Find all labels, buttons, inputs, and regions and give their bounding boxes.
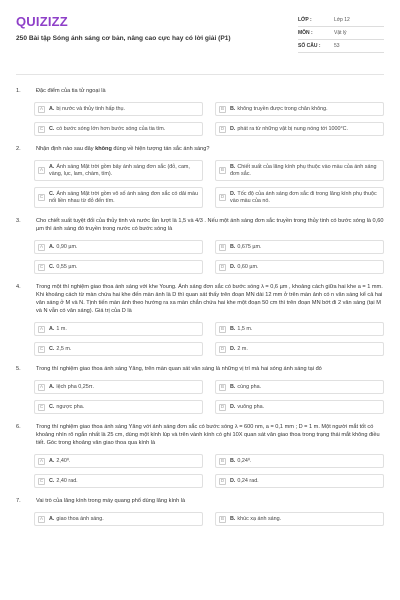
meta-value: 53 [334, 43, 340, 49]
option-d[interactable] [215, 400, 384, 414]
option-a[interactable] [34, 160, 203, 181]
question-text: Cho chiết suất tuyệt đối của thủy tinh và nước lần lượt là 1,5 và 4/3 . Nếu một ánh sáng đơn sắc truyền trong thủy tinh có bước sóng là 0,60 µm thì ánh sáng đó truyền trong nước có bước sóng là [36, 218, 384, 232]
question-number: 7. [16, 498, 21, 504]
question-text: Trong một thí nghiệm giao thoa ánh sáng với khe Young. Ánh sáng đơn sắc có bước sóng λ = 0,6 µm , khoảng cách giữa hai khe a = 1 mm. Khi khoảng cách từ màn chứa hai khe đến màn ảnh là D thì quan sát thấy trên đoạn MN dài 12 mm ở trên màn ảnh có n vân sáng kể cả hai vân sáng ở M và N. Tịnh tiến màn ảnh theo hướng ra xa màn chắn chứa hai khe một đoạn 50 cm thì trên đoạn MN bớt đi 2 vân sáng (tại M và N vẫn có vân sáng). Giá trị của D là [36, 284, 383, 314]
option-b[interactable] [215, 454, 384, 468]
option-text: Ánh sáng Mặt trời gồm vô số ánh sáng đơn sắc có dải màu nối liền nhau từ đỏ đến tím. [49, 190, 199, 204]
question-number: 1. [16, 88, 21, 94]
question-1 [16, 87, 384, 136]
option-b[interactable] [215, 102, 384, 116]
option-text: 0,24⁰. [237, 457, 252, 464]
meta-row-class [298, 14, 384, 27]
option-key: B [220, 243, 224, 249]
title-block [16, 10, 231, 42]
option-text: không truyền được trong chân không. [237, 105, 328, 112]
option-key: D [220, 194, 225, 200]
meta-label: SỐ CÂU : [298, 43, 321, 49]
option-b[interactable] [215, 512, 384, 526]
question-7 [16, 497, 384, 526]
option-key: A [39, 167, 43, 173]
option-key: B [220, 383, 224, 389]
option-key: C [39, 194, 44, 200]
question-list [16, 87, 384, 526]
option-letter: A. [49, 383, 55, 390]
option-text: 0,24 rad. [237, 477, 259, 484]
option-letter: C. [49, 263, 55, 270]
option-a[interactable] [34, 240, 203, 254]
option-c[interactable] [34, 187, 203, 208]
option-text: Tốc độ của ánh sáng đơn sắc đi trong lăng kính phụ thuộc vào màu của nó. [230, 190, 377, 204]
option-text: cùng pha. [237, 383, 262, 390]
option-text: phát ra từ những vật bị nung nóng tới 1000°C. [237, 125, 349, 132]
option-key: C [39, 125, 44, 131]
meta-label: LỚP : [298, 17, 312, 23]
option-d[interactable] [215, 342, 384, 356]
option-letter: B. [230, 325, 236, 332]
worksheet-header [16, 10, 384, 66]
option-text: 2,40 rad. [56, 477, 78, 484]
option-key: C [39, 263, 44, 269]
option-a[interactable] [34, 512, 203, 526]
question-text: Trong thí nghiệm giao thoa ánh sáng Yâng với ánh sáng đơn sắc có bước sóng λ = 600 nm, a = 0,1 mm ; D = 1 m. Một người mắt tốt có khoảng nhìn rõ ngắn nhất là 25 cm, dùng một kính lúp và trên vành kính có ghi 10X quan sát vân giao thoa trong trạng thái mắt không điều tiết. Góc trong khoảng vân giao thoa qua kính là [36, 424, 380, 446]
option-letter: B. [230, 457, 236, 464]
option-key: A [39, 325, 43, 331]
option-key: C [39, 403, 44, 409]
option-letter: A. [49, 515, 55, 522]
option-letter: B. [230, 383, 236, 390]
option-b[interactable] [215, 240, 384, 254]
option-d[interactable] [215, 260, 384, 274]
option-letter: D. [230, 190, 236, 197]
option-letter: B. [230, 243, 236, 250]
option-letter: B. [230, 105, 236, 112]
option-b[interactable] [215, 160, 384, 181]
option-text: khúc xạ ánh sáng. [237, 515, 282, 522]
option-text: 1,5 m. [237, 325, 253, 332]
question-4 [16, 283, 384, 356]
meta-label: MÔN : [298, 30, 313, 36]
option-c[interactable] [34, 400, 203, 414]
question-text: Đặc điểm của tia tử ngoại là [36, 88, 106, 94]
option-letter: D. [230, 263, 236, 270]
option-text: bị nước và thủy tinh hấp thụ. [56, 105, 125, 112]
option-letter: C. [49, 477, 55, 484]
option-text: ngược pha. [56, 403, 85, 410]
option-c[interactable] [34, 260, 203, 274]
option-key: D [220, 345, 225, 351]
option-text: giao thoa ánh sáng. [56, 515, 104, 522]
option-key: B [220, 515, 224, 521]
option-key: A [39, 243, 43, 249]
option-letter: C. [49, 190, 55, 197]
option-text: Ánh sáng Mặt trời gồm bảy ánh sáng đơn sắc (đỏ, cam, vàng, lục, lam, chàm, tím). [49, 163, 190, 177]
option-text: 2 m. [237, 345, 248, 352]
meta-row-count [298, 40, 384, 53]
option-letter: A. [49, 243, 55, 250]
meta-value: Vật lý [334, 30, 347, 36]
option-text: 2,40⁰. [56, 457, 71, 464]
option-key: D [220, 125, 225, 131]
option-text: 0,675 µm. [237, 243, 262, 250]
question-text: Nhận định nào sau đây không đúng về hiện tượng tán sắc ánh sáng? [36, 146, 210, 152]
option-letter: C. [49, 125, 55, 132]
question-number: 2. [16, 146, 21, 152]
question-number: 3. [16, 218, 21, 224]
option-a[interactable] [34, 322, 203, 336]
option-text: 1 m. [56, 325, 67, 332]
option-c[interactable] [34, 474, 203, 488]
option-key: A [39, 383, 43, 389]
question-text: Trong thí nghiệm giao thoa ánh sáng Yâng, trên màn quan sát vân sáng là những vị trí mà hai sóng ánh sáng tại đó [36, 366, 322, 372]
question-text: Vai trò của lăng kính trong máy quang phổ dùng lăng kính là [36, 498, 186, 504]
option-c[interactable] [34, 342, 203, 356]
option-key: A [39, 515, 43, 521]
question-2 [16, 145, 384, 208]
option-text: 0,60 µm. [237, 263, 259, 270]
option-letter: C. [49, 403, 55, 410]
worksheet-meta [298, 14, 384, 53]
question-number: 5. [16, 366, 21, 372]
option-a[interactable] [34, 454, 203, 468]
option-text: vuông pha. [237, 403, 265, 410]
meta-row-subject [298, 27, 384, 40]
option-letter: A. [49, 105, 55, 112]
option-letter: C. [49, 345, 55, 352]
option-a[interactable] [34, 380, 203, 394]
question-number: 4. [16, 284, 21, 290]
option-text: Chiết suất của lăng kính phụ thuộc vào màu của ánh sáng đơn sắc. [230, 163, 377, 177]
option-text: 2,5 m. [56, 345, 72, 352]
option-key: B [220, 325, 224, 331]
header-divider [16, 74, 384, 75]
option-c[interactable] [34, 122, 203, 136]
question-emphasis: không [95, 146, 112, 152]
option-letter: D. [230, 345, 236, 352]
question-5 [16, 365, 384, 414]
option-text: có bước sóng lớn hơn bước sóng của tia tím. [56, 125, 166, 132]
option-letter: D. [230, 477, 236, 484]
option-d[interactable] [215, 187, 384, 208]
option-letter: A. [49, 457, 55, 464]
option-text: 0,55 µm. [56, 263, 78, 270]
option-key: B [220, 105, 224, 111]
question-number: 6. [16, 424, 21, 430]
option-letter: A. [49, 325, 55, 332]
option-b[interactable] [215, 322, 384, 336]
option-key: B [220, 167, 224, 173]
option-a[interactable] [34, 102, 203, 116]
option-d[interactable] [215, 122, 384, 136]
option-text: 0,90 µm. [56, 243, 78, 250]
option-letter: B. [230, 163, 236, 170]
meta-value: Lớp 12 [334, 17, 350, 23]
option-key: D [220, 403, 225, 409]
worksheet-title: 250 Bài tập Sóng ánh sáng cơ bản, nâng cao cực hay có lời giải (P1) [16, 35, 231, 42]
option-letter: A. [49, 163, 55, 170]
option-letter: D. [230, 125, 236, 132]
option-text: lệch pha 0,25π. [56, 383, 94, 390]
option-letter: B. [230, 515, 236, 522]
question-6 [16, 423, 384, 488]
option-key: C [39, 345, 44, 351]
option-key: D [220, 477, 225, 483]
option-key: C [39, 477, 44, 483]
option-b[interactable] [215, 380, 384, 394]
option-key: A [39, 105, 43, 111]
option-key: D [220, 263, 225, 269]
question-3 [16, 217, 384, 274]
quizizz-logo: QUIZIZZ [16, 14, 68, 29]
option-letter: D. [230, 403, 236, 410]
option-key: A [39, 457, 43, 463]
option-key: B [220, 457, 224, 463]
option-d[interactable] [215, 474, 384, 488]
